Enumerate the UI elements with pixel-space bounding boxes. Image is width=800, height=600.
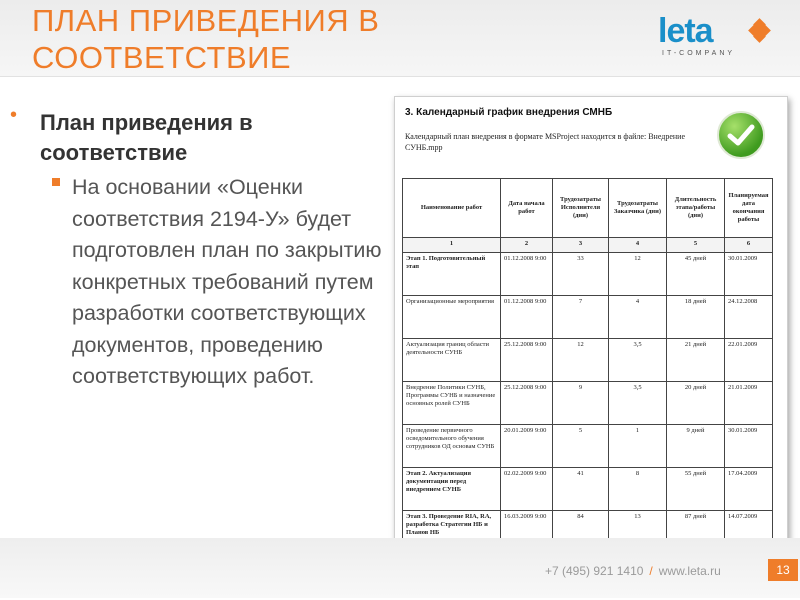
end-date: 22.01.2009: [725, 339, 773, 382]
table-row: [403, 425, 773, 468]
column-header: Длительность этапа/работы (дни): [667, 179, 725, 238]
table-row: [403, 253, 773, 296]
start-date: 01.12.2008 9:00: [501, 253, 553, 296]
customer-effort: 4: [609, 296, 667, 339]
column-number-row: [403, 238, 773, 253]
duration: 20 дней: [667, 382, 725, 425]
bullet-level2-text: На основании «Оценки соответствия 2194-У» будет подготовлен план по закрытию конкретных требований путем разработки соответствующих документов, проведению соответствующих работ.: [72, 175, 382, 388]
start-date: 02.02.2009 9:00: [501, 468, 553, 511]
executor-effort: 7: [553, 296, 609, 339]
customer-effort: 3,5: [609, 382, 667, 425]
customer-effort: 1: [609, 425, 667, 468]
end-date: 30.01.2009: [725, 425, 773, 468]
executor-effort: 41: [553, 468, 609, 511]
table-header-row: [403, 179, 773, 238]
executor-effort: 5: [553, 425, 609, 468]
table-row: [403, 296, 773, 339]
end-date: 30.01.2009: [725, 253, 773, 296]
start-date: 16.03.2009 9:00: [501, 511, 553, 554]
logo-subtitle: IT-COMPANY: [662, 50, 736, 57]
column-header: Трудозатраты Заказчика (дни): [609, 179, 667, 238]
customer-effort: 13: [609, 511, 667, 554]
footer-site-link[interactable]: www.leta.ru: [658, 564, 721, 578]
bullet-level1-icon: •: [10, 104, 18, 126]
executor-effort: 33: [553, 253, 609, 296]
task-name: Проведение первичного осведомительного обучения сотрудников ОД основам СУНБ: [403, 425, 501, 468]
customer-effort: 12: [609, 253, 667, 296]
slide-title: ПЛАН ПРИВЕДЕНИЯ В СООТВЕТСТВИЕ: [32, 3, 380, 75]
bullet-level1-text: План приведения в соответствие: [40, 110, 253, 165]
checkmark-icon: [717, 111, 765, 159]
column-number: 1: [403, 238, 501, 253]
customer-effort: 8: [609, 468, 667, 511]
executor-effort: 12: [553, 339, 609, 382]
document-note: Календарный план внедрения в формате MSProject находится в файле: Внедрение СУНБ.mpp: [405, 132, 685, 152]
schedule-document-image: [394, 96, 788, 542]
task-name: Внедрение Политики СУНБ, Программы СУНБ и назначение основных ролей СУНБ: [403, 382, 501, 425]
customer-effort: 3,5: [609, 339, 667, 382]
logo-mark-icon: [750, 20, 770, 40]
table-row: [403, 468, 773, 511]
task-name: Этап 1. Подготовительный этап: [403, 253, 501, 296]
footer-phone: +7 (495) 921 1410: [545, 564, 644, 578]
column-number: 3: [553, 238, 609, 253]
end-date: 24.12.2008: [725, 296, 773, 339]
end-date: 21.01.2009: [725, 382, 773, 425]
table-row: [403, 382, 773, 425]
end-date: 17.04.2009: [725, 468, 773, 511]
start-date: 25.12.2008 9:00: [501, 339, 553, 382]
duration: 21 дней: [667, 339, 725, 382]
logo-text: leta: [658, 12, 713, 50]
document-heading: 3. Календарный график внедрения СМНБ: [405, 107, 613, 118]
bullet-level2-icon: [52, 178, 60, 186]
slide-header: [0, 0, 800, 77]
start-date: 01.12.2008 9:00: [501, 296, 553, 339]
page-number-badge: 13: [768, 559, 798, 581]
column-header: Наименование работ: [403, 179, 501, 238]
column-number: 4: [609, 238, 667, 253]
task-name: Этап 3. Проведение RIA, RA, разработка Стратегии НБ и Планов НБ: [403, 511, 501, 554]
column-number: 2: [501, 238, 553, 253]
column-header: Дата начала работ: [501, 179, 553, 238]
duration: 55 дней: [667, 468, 725, 511]
duration: 18 дней: [667, 296, 725, 339]
start-date: 25.12.2008 9:00: [501, 382, 553, 425]
duration: 45 дней: [667, 253, 725, 296]
end-date: 14.07.2009: [725, 511, 773, 554]
column-header: Планируемая дата окончания работы: [725, 179, 773, 238]
executor-effort: 9: [553, 382, 609, 425]
footer-separator: /: [649, 564, 653, 578]
executor-effort: 84: [553, 511, 609, 554]
schedule-table: [402, 178, 773, 597]
start-date: 20.01.2009 9:00: [501, 425, 553, 468]
company-logo: [658, 14, 778, 60]
task-name: Этап 2. Актуализация документации перед внедрением СУНБ: [403, 468, 501, 511]
duration: 9 дней: [667, 425, 725, 468]
duration: 87 дней: [667, 511, 725, 554]
column-number: 5: [667, 238, 725, 253]
column-number: 6: [725, 238, 773, 253]
column-header: Трудозатраты Исполнителя (дни): [553, 179, 609, 238]
table-row: [403, 339, 773, 382]
task-name: Актуализация границ области деятельности СУНБ: [403, 339, 501, 382]
task-name: Организационные мероприятия: [403, 296, 501, 339]
footer-contacts: [545, 564, 721, 578]
